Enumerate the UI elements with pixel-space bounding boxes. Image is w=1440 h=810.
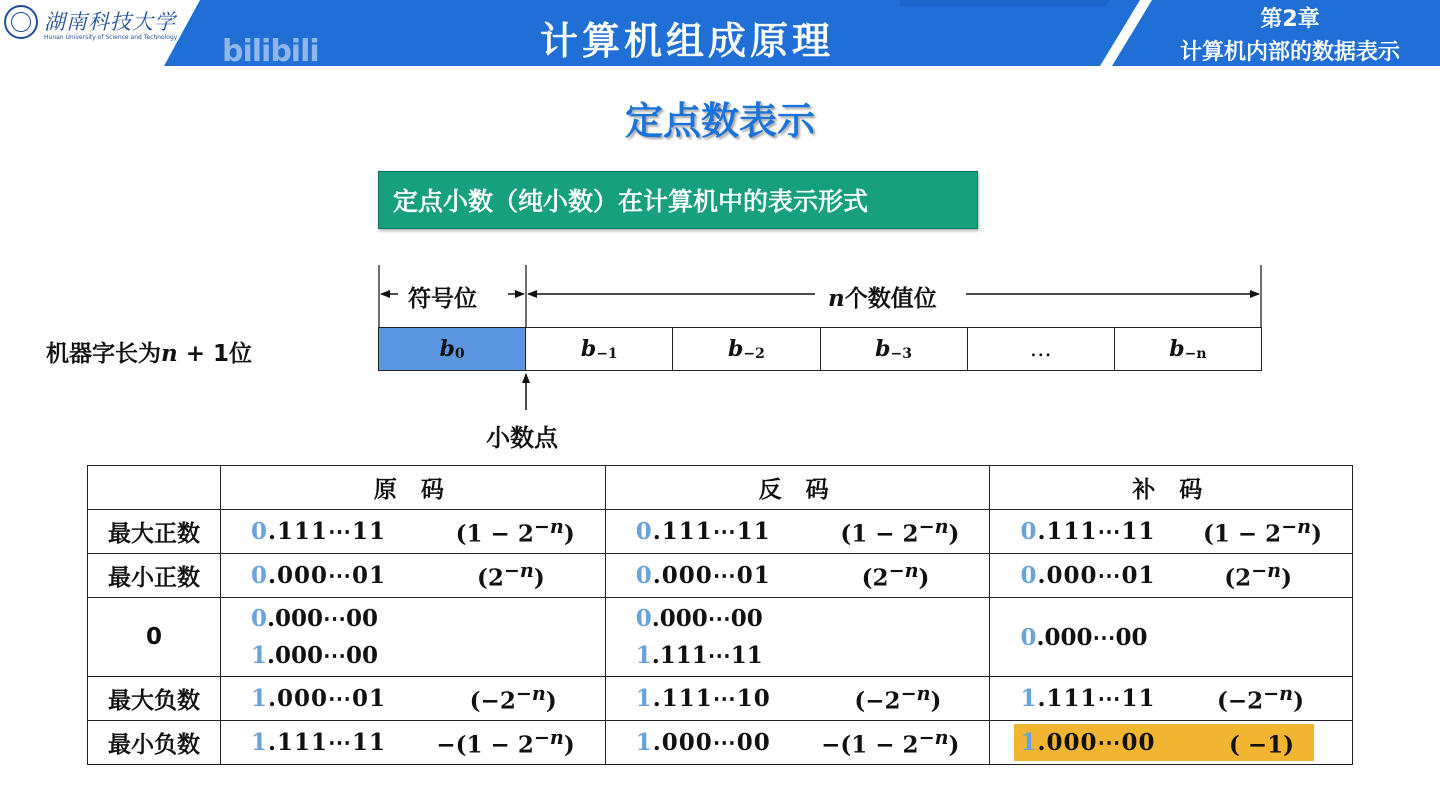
word-length-suffix: + 1位 bbox=[177, 341, 253, 367]
header-divider-stripes bbox=[0, 0, 1440, 66]
table-cell: 0.000⋯01 $(2^{-n})$ bbox=[990, 554, 1353, 598]
col-header-sign-magnitude: 原 码 bbox=[221, 466, 606, 510]
table-cell: 0.000⋯01 $(2^{-n})$ bbox=[605, 554, 990, 598]
table-header-row bbox=[88, 466, 1353, 510]
col-header-twos-complement: 补 码 bbox=[990, 466, 1353, 510]
bit-row bbox=[378, 327, 1262, 371]
table-cell bbox=[990, 721, 1353, 765]
table-row bbox=[88, 721, 1353, 765]
page-title: 定点数表示 bbox=[624, 99, 815, 143]
table-corner bbox=[88, 466, 221, 510]
value-bits-label bbox=[822, 280, 943, 313]
table-row bbox=[88, 510, 1353, 554]
table-cell: 1.000⋯00 $-(1 - 2^{-n})$ bbox=[605, 721, 990, 765]
table-cell: 0.000⋯00 bbox=[990, 598, 1353, 677]
bilibili-watermark: bilibili bbox=[222, 34, 319, 66]
value-bits-text: 个数值位 bbox=[844, 286, 937, 312]
code-range-table bbox=[87, 465, 1353, 765]
bit-cell: b $_{-3}$ bbox=[820, 328, 967, 370]
table-cell: 1.000⋯01 $(-2^{-n})$ bbox=[221, 677, 606, 721]
word-length-var: n bbox=[161, 340, 178, 367]
table-cell: 1.111⋯10 $(-2^{-n})$ bbox=[605, 677, 990, 721]
decimal-point-label: 小数点 bbox=[486, 424, 558, 452]
watermark-text: 湖科大教书匠 bbox=[14, 44, 129, 66]
table-cell: 0.111⋯11 $(1 - 2^{-n})$ bbox=[990, 510, 1353, 554]
university-name: 湖南科技大学 bbox=[44, 10, 176, 34]
highlighted-min-negative: 1.000⋯00 ( −1) bbox=[1014, 724, 1314, 761]
table-cell: 0.000⋯00 1.000⋯00 bbox=[221, 598, 606, 677]
sign-bit-label: 符号位 bbox=[402, 280, 483, 313]
table-cell: 0.000⋯00 1.111⋯11 bbox=[605, 598, 990, 677]
row-label: 0 bbox=[88, 598, 221, 677]
table-row bbox=[88, 598, 1353, 677]
bit-cell-sign: b $_0$ bbox=[379, 328, 525, 370]
bit-cell-ellipsis: … bbox=[967, 328, 1114, 370]
word-length-prefix: 机器字长为 bbox=[46, 341, 161, 367]
chapter-title: 计算机内部的数据表示 bbox=[1179, 40, 1400, 65]
chapter-number: 第2章 bbox=[1260, 7, 1320, 32]
course-title: 计算机组成原理 bbox=[540, 19, 835, 63]
table-row bbox=[88, 554, 1353, 598]
table-row bbox=[88, 677, 1353, 721]
table-cell: 0.111⋯11 $(1 - 2^{-n})$ bbox=[221, 510, 606, 554]
bit-cell: b $_{-n}$ bbox=[1114, 328, 1261, 370]
row-label: 最小负数 bbox=[88, 721, 221, 765]
row-label: 最小正数 bbox=[88, 554, 221, 598]
row-label: 最大正数 bbox=[88, 510, 221, 554]
value-bits-var: n bbox=[828, 285, 845, 312]
university-en-name: Hunan University of Science and Technology bbox=[44, 34, 178, 41]
table-cell: 1.111⋯11 $(-2^{-n})$ bbox=[990, 677, 1353, 721]
col-header-ones-complement: 反 码 bbox=[605, 466, 990, 510]
bit-cell: b $_{-1}$ bbox=[525, 328, 672, 370]
word-length-label bbox=[46, 335, 252, 368]
row-label: 最大负数 bbox=[88, 677, 221, 721]
bit-cell: b $_{-2}$ bbox=[672, 328, 819, 370]
table-cell: 0.111⋯11 $(1 - 2^{-n})$ bbox=[605, 510, 990, 554]
section-banner: 定点小数（纯小数）在计算机中的表示形式 bbox=[378, 171, 978, 229]
table-cell: 0.000⋯01 $(2^{-n})$ bbox=[221, 554, 606, 598]
table-cell: 1.111⋯11 $-(1 - 2^{-n})$ bbox=[221, 721, 606, 765]
header-bar bbox=[0, 0, 1440, 66]
